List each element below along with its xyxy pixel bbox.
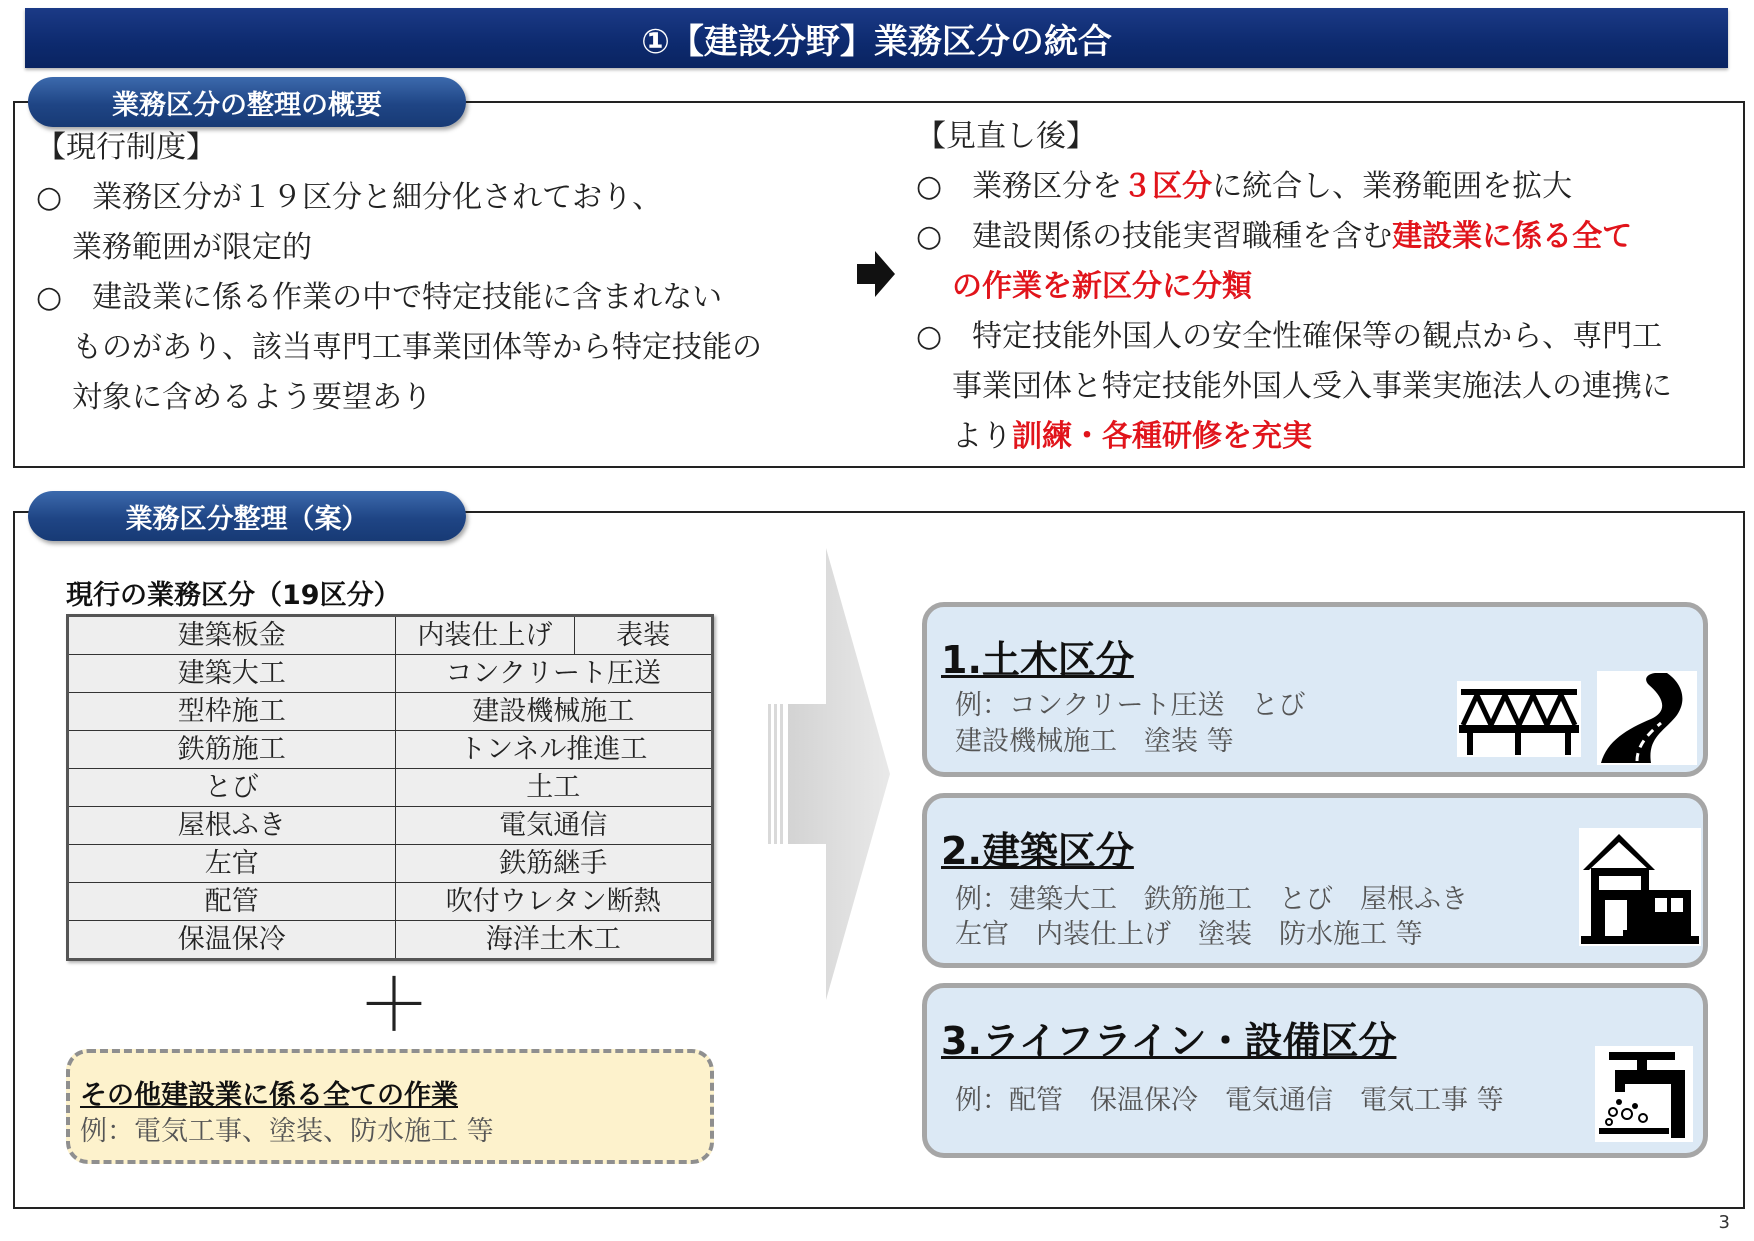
page-title: ①【建設分野】業務区分の統合 — [25, 8, 1728, 68]
table-cell: 保温保冷 — [68, 921, 396, 960]
current-categories-table — [66, 614, 714, 961]
category-example: 例：コンクリート圧送 とび — [955, 690, 1306, 721]
table-cell: 型枠施工 — [68, 693, 396, 731]
table-cell: 土工 — [395, 769, 712, 807]
table-row — [68, 731, 713, 769]
category-title: 3.ライフライン・設備区分 — [941, 1019, 1397, 1063]
page-number: 3 — [1718, 1212, 1730, 1233]
other-works-example: 例：電気工事、塗装、防水施工 等 — [80, 1116, 494, 1147]
other-works-box — [66, 1049, 714, 1164]
big-arrow-icon — [768, 548, 890, 1000]
table-cell: 建設機械施工 — [395, 693, 712, 731]
table-cell: 屋根ふき — [68, 807, 396, 845]
after-line-5: 事業団体と特定技能外国人受入事業実施法人の連携に — [952, 369, 1672, 404]
table-title: 現行の業務区分（19区分） — [66, 580, 401, 611]
category-title: 2.建築区分 — [941, 829, 1134, 873]
table-cell: 海洋土木工 — [395, 921, 712, 960]
after-2-text: ○ 建設関係の技能実習職種を含む — [916, 219, 1393, 254]
table-row — [68, 883, 713, 921]
after-line-1 — [916, 162, 1746, 212]
category-example: 建設機械施工 塗装 等 — [955, 726, 1234, 757]
after-3-text: より — [952, 419, 1012, 454]
after-label: 【見直し後】 — [916, 119, 1096, 154]
revised-system — [916, 112, 1746, 462]
table-cell: 内装仕上げ — [395, 616, 575, 655]
table-row — [68, 921, 713, 960]
road-icon — [1597, 671, 1697, 765]
after-2-highlight-cont: の作業を新区分に分類 — [952, 269, 1252, 304]
current-line-2: 業務範囲が限定的 — [72, 230, 312, 265]
table-row — [68, 693, 713, 731]
table-cell: 鉄筋継手 — [395, 845, 712, 883]
current-line-1: ○ 業務区分が１９区分と細分化されており、 — [36, 180, 663, 215]
table-cell: コンクリート圧送 — [395, 655, 712, 693]
category-title: 1.土木区分 — [941, 638, 1134, 682]
category-civil — [922, 602, 1708, 777]
table-cell: 配管 — [68, 883, 396, 921]
category-example: 例：配管 保温保冷 電気通信 電気工事 等 — [955, 1085, 1504, 1116]
current-system — [36, 123, 836, 423]
bridge-icon — [1457, 681, 1581, 757]
table-row — [68, 807, 713, 845]
after-3-highlight: 訓練・各種研修を充実 — [1012, 419, 1312, 454]
house-icon — [1579, 828, 1701, 946]
table-row — [68, 616, 713, 655]
after-2-highlight: 建設業に係る全て — [1392, 219, 1633, 254]
current-line-5: 対象に含めるよう要望あり — [72, 380, 432, 415]
after-1-highlight: ３区分 — [1122, 169, 1213, 204]
table-row — [68, 845, 713, 883]
table-cell: 電気通信 — [395, 807, 712, 845]
current-line-3: ○ 建設業に係る作業の中で特定技能に含まれない — [36, 280, 723, 315]
table-row — [68, 655, 713, 693]
faucet-icon — [1595, 1046, 1693, 1142]
current-label: 【現行制度】 — [36, 130, 216, 165]
other-works-title: その他建設業に係る全ての作業 — [80, 1080, 458, 1111]
after-1-text-end: に統合し、業務範囲を拡大 — [1212, 169, 1573, 204]
category-building — [922, 793, 1708, 968]
arrow-right-icon — [857, 251, 895, 297]
table-cell: 左官 — [68, 845, 396, 883]
category-example: 例：建築大工 鉄筋施工 とび 屋根ふき — [955, 884, 1468, 915]
plus-sign: ＋ — [357, 963, 430, 1047]
table-cell: 建築板金 — [68, 616, 396, 655]
current-line-4: ものがあり、該当専門工事業団体等から特定技能の — [72, 330, 762, 365]
table-cell: 鉄筋施工 — [68, 731, 396, 769]
after-line-2 — [916, 212, 1746, 262]
after-line-4: ○ 特定技能外国人の安全性確保等の観点から、専門工 — [916, 319, 1663, 354]
table-cell: トンネル推進工 — [395, 731, 712, 769]
table-cell: 吹付ウレタン断熱 — [395, 883, 712, 921]
category-lifeline — [922, 983, 1708, 1158]
after-line-6 — [916, 412, 1746, 462]
category-example: 左官 内装仕上げ 塗装 防水施工 等 — [955, 919, 1423, 950]
table-row — [68, 769, 713, 807]
table-cell: とび — [68, 769, 396, 807]
overview-heading: 業務区分の整理の概要 — [28, 77, 466, 127]
after-line-3 — [916, 262, 1746, 312]
table-cell: 建築大工 — [68, 655, 396, 693]
plan-heading: 業務区分整理（案） — [28, 491, 466, 541]
after-1-text: ○ 業務区分を — [916, 169, 1123, 204]
table-cell: 表装 — [575, 616, 713, 655]
